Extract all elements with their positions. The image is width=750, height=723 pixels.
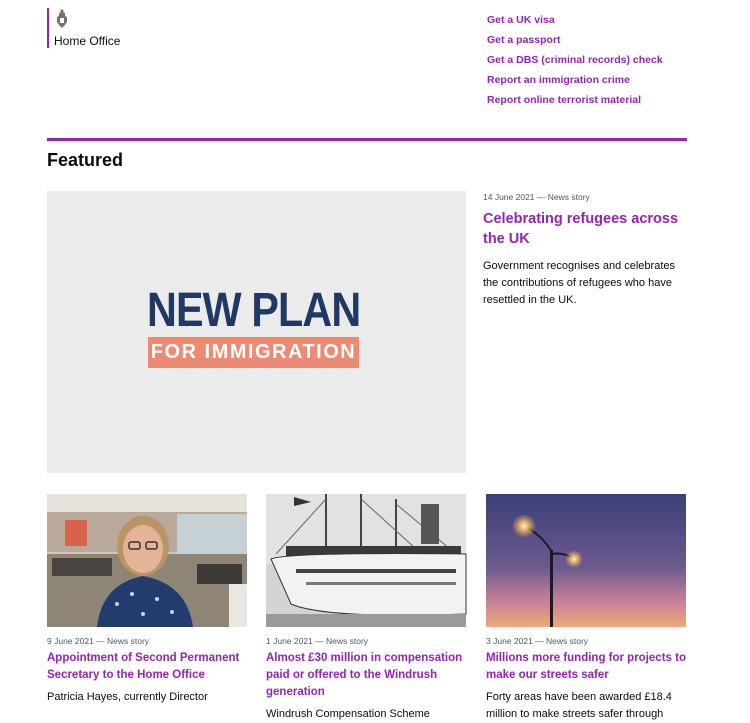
news-card-title-link[interactable]: Appointment of Second Permanent Secretary to the Home Office [47, 652, 240, 681]
news-card [486, 494, 686, 723]
quick-link-uk-visa[interactable]: Get a UK visa [487, 14, 555, 26]
quick-link-dbs-check[interactable]: Get a DBS (criminal records) check [487, 54, 663, 66]
featured-story-meta: 14 June 2021 — News story [483, 192, 590, 202]
organisation-logo[interactable] [47, 8, 247, 48]
news-card-image-portrait[interactable] [47, 494, 247, 627]
featured-story-title-link[interactable]: Celebrating refugees across the UK [483, 211, 679, 247]
news-card-meta: 9 June 2021 — News story [47, 636, 150, 646]
news-card-title-link[interactable]: Millions more funding for projects to make our streets safer [486, 652, 686, 681]
news-card-image-streetlight[interactable] [486, 494, 686, 627]
news-card [266, 494, 466, 723]
new-plan-logo-banner [148, 337, 359, 368]
news-card-summary: Windrush Compensation Scheme [266, 708, 430, 720]
section-divider [47, 138, 687, 141]
news-card-summary: Patricia Hayes, currently Director [47, 691, 208, 703]
quick-link-immigration-crime[interactable]: Report an immigration crime [487, 74, 630, 86]
new-plan-logo-subtext: FOR IMMIGRATION [150, 341, 357, 363]
featured-story [483, 192, 683, 309]
news-card-title-link[interactable]: Almost £30 million in compensation paid or offered to the Windrush generation [266, 652, 463, 698]
news-card-meta: 1 June 2021 — News story [266, 636, 369, 646]
featured-image[interactable] [47, 191, 466, 473]
news-card-image-ship[interactable] [266, 494, 466, 627]
quick-link-terrorist-material[interactable]: Report online terrorist material [487, 94, 642, 106]
portrait-photo [47, 494, 247, 627]
news-card [47, 494, 247, 706]
featured-heading: Featured [47, 150, 124, 170]
news-card-meta: 3 June 2021 — News story [486, 636, 589, 646]
quick-link-passport[interactable]: Get a passport [487, 34, 561, 46]
streetlight-photo [486, 494, 686, 627]
news-card-summary: Forty areas have been awarded £18.4 million to make streets safer through [486, 691, 672, 720]
ship-photo [266, 494, 466, 627]
new-plan-logo-text: NEW PLAN [147, 284, 361, 337]
royal-crest-icon [55, 8, 69, 30]
featured-story-summary: Government recognises and celebrates the contributions of refugees who have resettled in the UK. [483, 260, 675, 306]
quick-links-list [487, 10, 663, 110]
organisation-name: Home Office [54, 34, 121, 48]
